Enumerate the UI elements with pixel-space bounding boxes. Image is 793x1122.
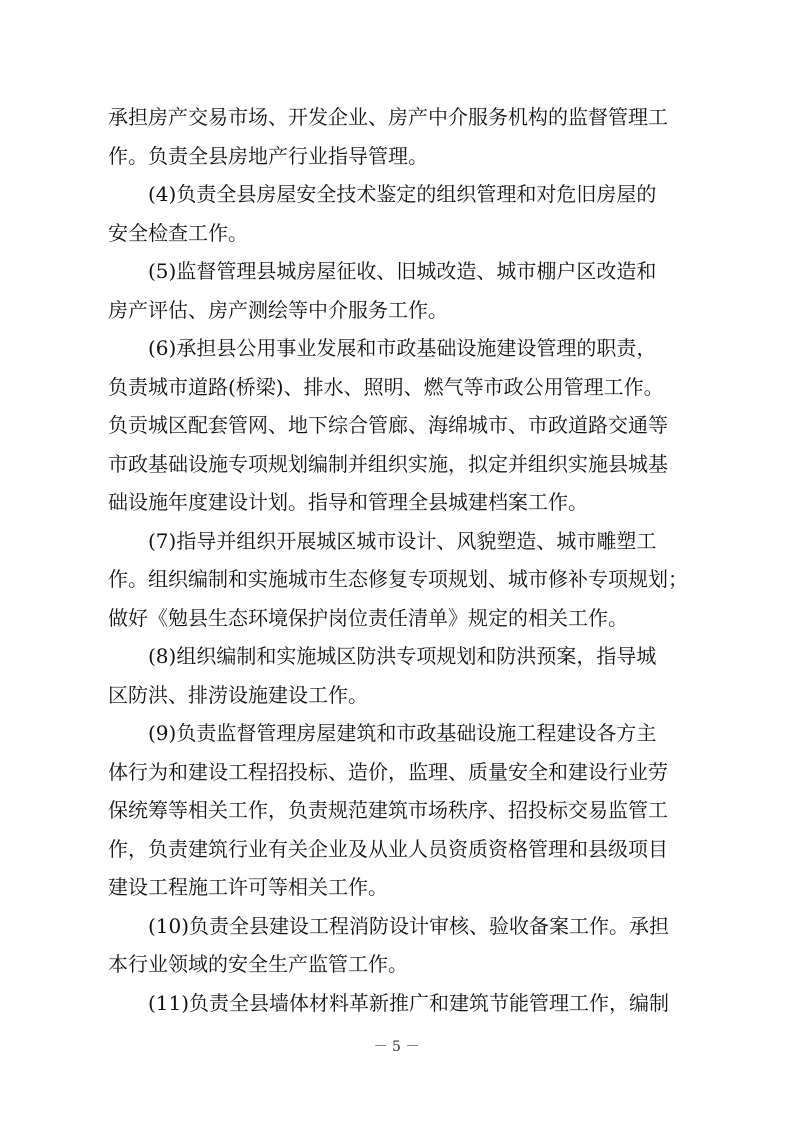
- paragraph-5-line: (5)监督管理县城房屋征收、旧城改造、城市棚户区改造和: [148, 259, 657, 283]
- text-line: 安全检查工作。: [108, 220, 248, 245]
- text-line: 作，负责建筑行业有关企业及从业人员资质资格管理和县级项目: [108, 836, 668, 861]
- text-line: 础设施年度建设计划。指导和管理全县城建档案工作。: [108, 490, 588, 514]
- text-line: 作。负责全县房地产行业指导管理。: [108, 143, 428, 168]
- paragraph-9-line: (9)负责监督管理房屋建筑和市政基础设施工程建设各方主: [148, 721, 657, 745]
- text-line: 负责城市道路(桥梁)、排水、照明、燃气等市政公用管理工作。: [108, 374, 664, 399]
- text-line: 作。组织编制和实施城市生态修复专项规划、城市修补专项规划；: [108, 567, 688, 591]
- text-line: 市政基础设施专项规划编制并组织实施，拟定并组织实施县城基: [108, 451, 668, 476]
- text-line: 保统筹等相关工作，负责规范建筑市场秩序、招投标交易监管工: [108, 798, 668, 822]
- document-body: [108, 98, 692, 1022]
- text-line: 建设工程施工许可等相关工作。: [108, 875, 388, 899]
- paragraph-6-line: (6)承担县公用事业发展和市政基础设施建设管理的职责，: [148, 336, 657, 360]
- paragraph-10-line: (10)负责全县建设工程消防设计审核、验收备案工作。承担: [148, 913, 670, 938]
- text-line: 负贡城区配套管网、地下综合管廊、海绵城市、市政道路交通等: [108, 413, 668, 437]
- text-line: 房产评估、房产测绘等中介服务工作。: [108, 297, 448, 322]
- text-line: 做好《勉县生态环境保护岗位责任清单》规定的相关工作。: [108, 605, 628, 630]
- paragraph-11-line: (11)负责全县墙体材料革新推广和建筑节能管理工作，编制: [148, 990, 670, 1015]
- text-line: 本行业领域的安全生产监管工作。: [108, 952, 408, 976]
- page-number: － 5 －: [373, 1039, 420, 1055]
- text-line: 体行为和建设工程招投标、造价，监理、质量安全和建设行业劳: [108, 759, 668, 784]
- text-line: 区防洪、排涝设施建设工作。: [108, 682, 368, 707]
- paragraph-8-line: (8)组织编制和实施城区防洪专项规划和防洪预案，指导城: [148, 644, 657, 668]
- paragraph-7-line: (7)指导并组织开展城区城市设计、风貌塑造、城市雕塑工: [148, 528, 657, 553]
- paragraph-4-line: (4)负责全县房屋安全技术鉴定的组织管理和对危旧房屋的: [148, 182, 657, 206]
- text-line: 承担房产交易市场、开发企业、房产中介服务机构的监督管理工: [108, 105, 668, 129]
